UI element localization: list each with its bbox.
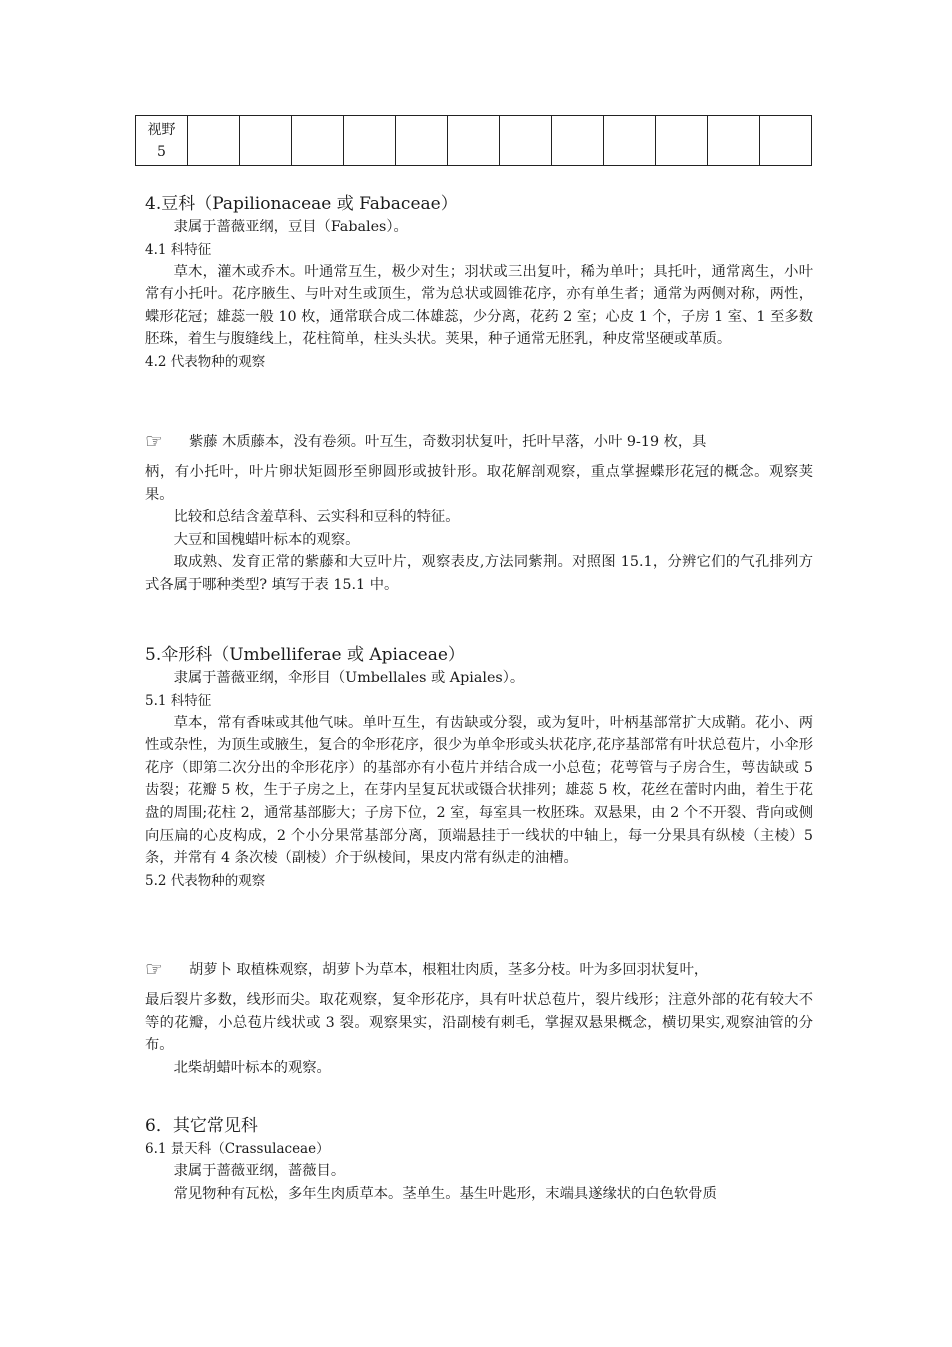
table-cell — [708, 116, 760, 166]
paragraph-stomata: 取成熟、发育正常的紫藤和大豆叶片，观察表皮,方法同紫荆。对照图 15.1，分辨它们的气孔排列方式各属于哪种类型? 填写于表 15.1 中。 — [145, 554, 813, 593]
paragraph-family-features: 草木，灌木或乔木。叶通常互生，极少对生；羽状或三出复叶，稀为单叶；具托叶，通常离生，小叶常有小托叶。花序腋生、与叶对生或顶生，常为总状或圆锥花序，亦有单生者；通常为两侧对称，两性，蝶形花冠；雄蕊一般 10 枚，通常联合成二体雄蕊，少分离，花药 2 室；心皮 1 个，子房 1 室、1 至多数胚珠，着生与腹缝线上，花柱简单，柱头头状。荚果，种子通常无胚乳，种皮常坚硬或革质。 — [145, 263, 813, 348]
paragraph-compare: 比较和总结含羞草科、云实科和豆科的特征。 — [173, 509, 460, 526]
paragraph-family-features: 草本，常有香味或其他气味。单叶互生，有齿缺或分裂，或为复叶，叶柄基部常扩大成鞘。花小、两性或杂性，为顶生或腋生，复合的伞形花序，很少为单伞形或头状花序,花序基部常有叶状总苞片，小伞形花序（即第二次分出的伞形花序）的基部亦有小苞片并结合成一小总苞；花萼管与子房合生，萼齿缺或 5 齿裂；花瓣 5 枚，生于子房之上，在芽内呈复瓦状或镊合状排列；雄蕊 5 枚，花丝在蕾时内曲，着生于花盘的周围;花柱 2，通常基部膨大；子房下位，2 室，每室具一枚胚珠。双悬果，由 2 个不开裂、背向或侧向压扁的心皮构成，2 个小分果常基部分离，顶端悬挂于一线状的中轴上，每一分果具有纵棱（主棱）5 条，并常有 4 条次棱（副棱）介于纵棱间，果皮内常有纵走的油槽。 — [145, 714, 813, 867]
section-fabaceae — [145, 192, 813, 373]
table-row-label — [136, 116, 188, 166]
paragraph-specimen: 北柴胡蜡叶标本的观察。 — [173, 1059, 331, 1076]
row-label-line1: 视野 — [147, 121, 176, 138]
subsection-heading: 4.1 科特征 — [145, 241, 212, 258]
subsection-heading: 5.1 科特征 — [145, 692, 212, 709]
table-cell — [292, 116, 344, 166]
observation-table — [135, 115, 812, 166]
paragraph-classification: 隶属于蔷薇亚纲，伞形目（Umbellales 或 Apiales）。 — [173, 670, 525, 686]
table-cell — [760, 116, 812, 166]
table-cell — [188, 116, 240, 166]
subsection-heading: 6.1 景天科（Crassulaceae） — [145, 1141, 330, 1157]
subsection-heading: 5.2 代表物种的观察 — [145, 872, 266, 889]
observation-carrot — [145, 956, 813, 1079]
observation-wisteria — [145, 428, 813, 597]
observation-text: 紫藤 木质藤本，没有卷须。叶互生，奇数羽状复叶，托叶早落，小叶 9-19 枚，具 — [188, 434, 707, 450]
observation-text: 胡萝卜 取植株观察，胡萝卜为草本，根粗壮肉质，茎多分枝。叶为多回羽状复叶， — [188, 962, 709, 978]
row-label-line2: 5 — [157, 143, 166, 160]
table-cell — [552, 116, 604, 166]
section-apiaceae — [145, 643, 813, 892]
table-cell — [656, 116, 708, 166]
table-cell — [344, 116, 396, 166]
table-cell — [604, 116, 656, 166]
table-row — [136, 116, 812, 166]
section-other-families — [145, 1114, 813, 1205]
pointing-hand-icon: ☞ — [145, 429, 163, 453]
observation-first-line — [145, 956, 813, 983]
table-cell — [240, 116, 292, 166]
paragraph-classification: 隶属于蔷薇亚纲，蔷薇目。 — [173, 1163, 346, 1179]
table-cell — [448, 116, 500, 166]
observation-continued: 最后裂片多数，线形而尖。取花观察，复伞形花序，具有叶状总苞片，裂片线形；注意外部的花有较大不等的花瓣，小总苞片线状或 3 裂。观察果实，沿副棱有刺毛，掌握双悬果概念，横切果实,观察油管的分布。 — [145, 992, 813, 1054]
observation-continued: 柄，有小托叶，叶片卵状矩圆形至卵圆形或披针形。取花解剖观察，重点掌握蝶形花冠的概念。观察荚果。 — [145, 464, 813, 503]
table-cell — [396, 116, 448, 166]
section-title: 5.伞形科（Umbelliferae 或 Apiaceae） — [145, 645, 465, 665]
section-title: 6．其它常见科 — [145, 1116, 258, 1136]
table-cell — [500, 116, 552, 166]
paragraph-species: 常见物种有瓦松，多年生肉质草本。茎单生。基生叶匙形，末端具遂缘状的白色软骨质 — [173, 1185, 717, 1202]
subsection-heading: 4.2 代表物种的观察 — [145, 353, 266, 370]
pointing-hand-icon: ☞ — [145, 957, 163, 981]
paragraph-classification: 隶属于蔷薇亚纲，豆目（Fabales）。 — [173, 219, 408, 235]
observation-first-line — [145, 428, 813, 455]
section-title: 4.豆科（Papilionaceae 或 Fabaceae） — [145, 194, 458, 214]
paragraph-specimen: 大豆和国槐蜡叶标本的观察。 — [173, 531, 360, 548]
